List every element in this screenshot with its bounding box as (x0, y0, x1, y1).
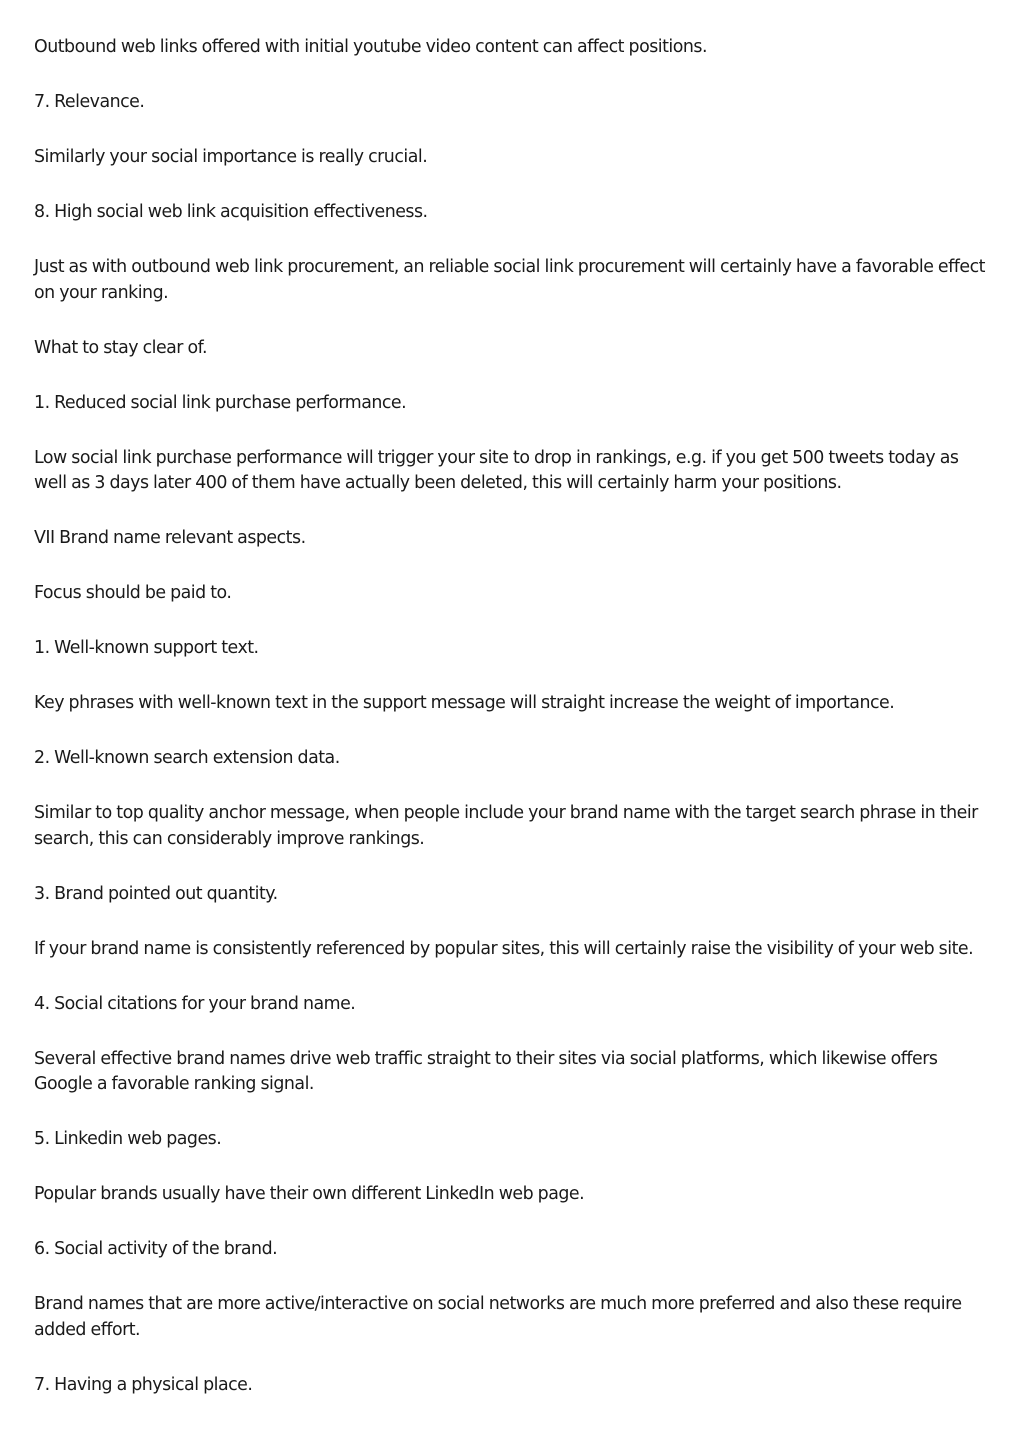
list-heading: 1. Well-known support text. (34, 638, 259, 658)
list-heading: 7. Relevance. (34, 92, 145, 112)
list-heading: 3. Brand pointed out quantity. (34, 883, 278, 904)
list-heading: 2. Well-known search extension data. (34, 748, 340, 768)
list-heading: 5. Linkedin web pages. (34, 1129, 222, 1149)
paragraph: Popular brands usually have their own different LinkedIn web page. (34, 1184, 585, 1204)
paragraph: Similar to top quality anchor message, when people include your brand name with the target search phrase in their search, this can considerably improve rankings. (34, 803, 978, 849)
paragraph: Key phrases with well-known text in the support message will straight increase the weight of importance. (34, 693, 895, 713)
paragraph: Outbound web links offered with initial youtube video content can affect positions. (34, 37, 707, 57)
section-heading: Focus should be paid to. (34, 583, 232, 603)
list-heading: 8. High social web link acquisition effectiveness. (34, 202, 428, 222)
list-heading: 4. Social citations for your brand name. (34, 993, 356, 1014)
paragraph: If your brand name is consistently referenced by popular sites, this will certainly raise the visibility of your web site. (34, 938, 974, 959)
paragraph: Low social link purchase performance will trigger your site to drop in rankings, e.g. if you get 500 tweets today as well as 3 days later 400 of them have actually been deleted, this will certainly harm your positions. (34, 447, 959, 493)
paragraph: Similarly your social importance is really crucial. (34, 147, 428, 167)
paragraph: Several effective brand names drive web traffic straight to their sites via social platforms, which likewise offers Google a favorable ranking signal. (34, 1048, 938, 1094)
list-heading: 1. Reduced social link purchase performance. (34, 392, 407, 413)
list-heading: 6. Social activity of the brand. (34, 1239, 278, 1259)
paragraph: Brand names that are more active/interactive on social networks are much more preferred and also these require added effort. (34, 1294, 962, 1340)
section-heading: What to stay clear of. (34, 337, 208, 358)
list-heading: 7. Having a physical place. (34, 1374, 253, 1395)
document-body (34, 35, 994, 1428)
section-heading: VII Brand name relevant aspects. (34, 528, 306, 548)
paragraph: Just as with outbound web link procurement, an reliable social link procurement will certainly have a favorable effect on your ranking. (34, 257, 985, 303)
